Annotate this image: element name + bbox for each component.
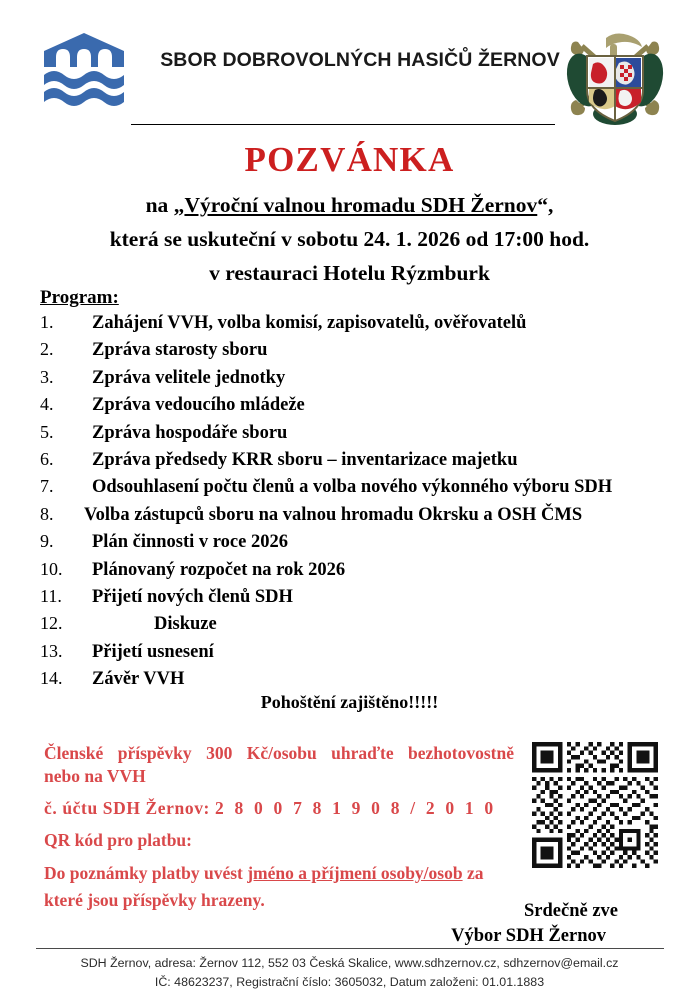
spacer — [44, 787, 514, 798]
program-item — [40, 394, 670, 421]
program-item — [40, 641, 670, 668]
program-item-number: 10. — [40, 558, 63, 579]
document-footer — [0, 954, 699, 992]
signature-block — [0, 899, 618, 949]
program-item-label: Zpráva starosty sboru — [92, 340, 268, 361]
payment-note-emphasis: jméno a příjmení osoby/osob — [247, 863, 463, 884]
program-item-number: 12. — [40, 613, 63, 634]
header-divider — [131, 124, 555, 125]
program-item-label: Zpráva vedoucího mládeže — [92, 395, 305, 416]
program-item-number: 1. — [40, 312, 54, 332]
program-item — [40, 559, 670, 586]
program-list — [40, 312, 670, 695]
invitation-event-name: Výroční valnou hromadu SDH Žernov — [184, 192, 538, 217]
program-item-number: 7. — [40, 476, 54, 497]
payment-note-prefix: Do poznámky platby uvést — [44, 863, 248, 884]
program-item-label: Zahájení VVH, volba komisí, zapisovatelů, ověřovatelů — [92, 313, 527, 333]
invitation-suffix: “, — [537, 192, 554, 217]
program-item-label: Plánovaný rozpočet na rok 2026 — [92, 559, 346, 580]
footer-address-line: SDH Žernov, adresa: Žernov 112, 552 03 Česká Skalice, www.sdhzernov.cz, sdhzernov@email.cz — [80, 956, 619, 970]
program-item — [40, 613, 670, 640]
invitation-venue-line: v restauraci Hotelu Rýzmburk — [209, 260, 490, 285]
program-item — [40, 339, 670, 366]
invitation-title-block — [0, 142, 699, 288]
program-heading: Program: — [40, 287, 119, 308]
program-item-number: 6. — [40, 448, 54, 469]
spacer — [44, 851, 514, 860]
program-item-number: 13. — [40, 640, 63, 661]
payment-info-block — [44, 740, 514, 913]
program-item-label: Plán činnosti v roce 2026 — [92, 532, 288, 553]
program-item-number: 3. — [40, 366, 54, 387]
document-header — [0, 0, 699, 136]
program-item — [40, 367, 670, 394]
program-item-label: Zpráva předsedy KRR sboru – inventarizace majetku — [92, 449, 518, 470]
zernov-bridge-logo — [42, 32, 126, 108]
signature-line-2: Výbor SDH Žernov — [451, 925, 606, 946]
program-item — [40, 422, 670, 449]
footer-divider — [36, 948, 664, 949]
qr-label: QR kód pro platbu: — [44, 830, 192, 851]
payment-note-line2: které jsou příspěvky hrazeny. — [44, 889, 265, 910]
program-item-number: 5. — [40, 421, 54, 442]
refreshments-note: Pohoštění zajištěno!!!!! — [260, 692, 439, 712]
program-item-label: Volba zástupců sboru na valnou hromadu Okrsku a OSH ČMS — [84, 504, 583, 525]
account-number: 2 8 0 0 7 8 1 9 0 8 / 2 0 1 0 — [214, 798, 497, 819]
program-item-number: 4. — [40, 394, 54, 415]
program-item-label: Přijetí nových členů SDH — [92, 586, 293, 607]
program-item-number: 9. — [40, 531, 54, 552]
program-item — [40, 476, 670, 503]
program-item-label: Zpráva velitele jednotky — [92, 367, 286, 388]
program-item-number: 14. — [40, 668, 63, 689]
program-item-label: Odsouhlasení počtu členů a volba nového výkonného výboru SDH — [92, 477, 613, 498]
payment-note-suffix: za — [462, 863, 484, 884]
membership-fee-line: Členské příspěvky 300 Kč/osobu uhraďte bezhotovostně — [44, 743, 514, 763]
account-line — [44, 798, 514, 819]
signature-line-1: Srdečně zve — [523, 901, 618, 921]
payment-qr-code — [532, 742, 658, 868]
program-item — [40, 449, 670, 476]
organization-title: SBOR DOBROVOLNÝCH HASIČŮ ŽERNOV — [160, 49, 560, 71]
program-item — [40, 586, 670, 613]
account-label: č. účtu SDH Žernov: — [44, 798, 210, 819]
spacer — [44, 819, 514, 830]
program-item — [40, 312, 670, 339]
program-item-number: 2. — [40, 339, 54, 360]
program-item-number: 11. — [40, 585, 62, 606]
program-item-label: Závěr VVH — [92, 669, 185, 690]
program-item — [40, 531, 670, 558]
invitation-prefix: na „ — [145, 192, 185, 217]
program-item-number: 8. — [40, 503, 54, 524]
program-item-label: Přijetí usnesení — [92, 641, 214, 662]
page-title: POZVÁNKA — [244, 140, 455, 179]
footer-registration-line: IČ: 48623237, Registrační číslo: 3605032, Datum založeni: 01.01.1883 — [154, 975, 545, 990]
payment-note — [44, 860, 514, 886]
program-item — [40, 504, 670, 531]
program-item-label: Zpráva hospodáře sboru — [92, 422, 288, 443]
czech-firefighters-emblem — [560, 28, 670, 128]
program-item-label: Diskuze — [154, 614, 217, 635]
membership-fee-line-2: nebo na VVH — [44, 766, 146, 787]
invitation-datetime-line: která se uskuteční v sobotu 24. 1. 2026 od 17:00 hod. — [109, 226, 590, 251]
invitation-event-line — [0, 191, 699, 220]
